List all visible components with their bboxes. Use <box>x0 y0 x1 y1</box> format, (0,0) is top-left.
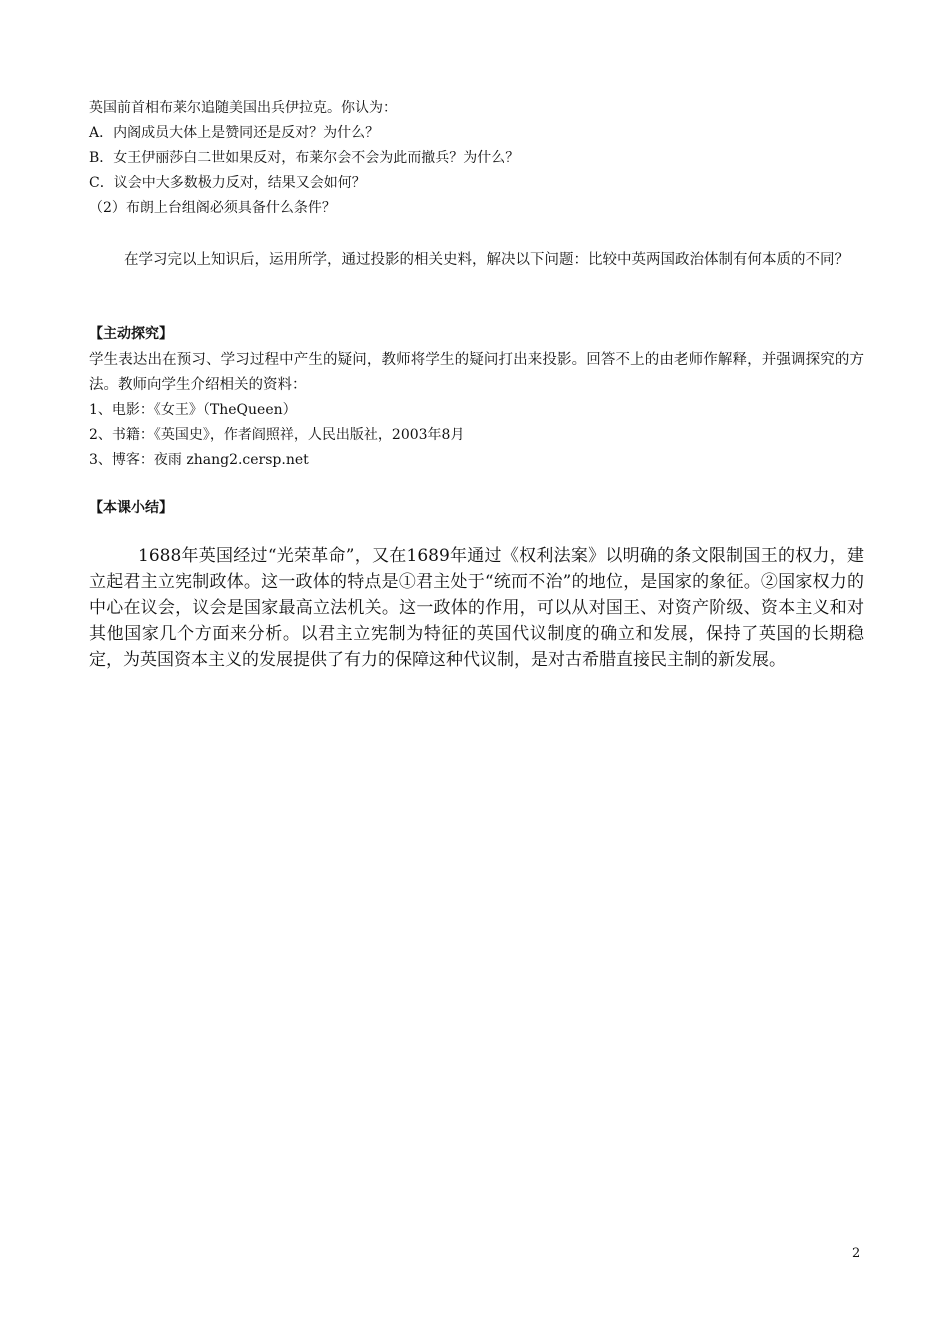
resource-item: 1、电影：《女王》（TheQueen） <box>89 402 297 418</box>
question-c: C．议会中大多数极力反对，结果又会如何？ <box>89 175 366 191</box>
question-2: （2）布朗上台组阁必须具备什么条件？ <box>89 200 336 216</box>
resource-item: 3、博客：夜雨 zhang2.cersp.net <box>89 452 309 468</box>
resource-item: 2、书籍：《英国史》，作者阎照祥，人民出版社，2003年8月 <box>89 427 465 443</box>
inquiry-heading: 【主动探究】 <box>89 326 173 342</box>
comparison-paragraph: 在学习完以上知识后，运用所学，通过投影的相关史料，解决以下问题：比较中英两国政治体制有何本质的不同？ <box>124 252 849 268</box>
page-number: 2 <box>852 1246 861 1261</box>
question-a: A．内阁成员大体上是赞同还是反对？为什么？ <box>89 125 380 141</box>
question-intro: 英国前首相布莱尔追随美国出兵伊拉克。你认为： <box>89 100 397 116</box>
summary-paragraph: 1688年英国经过“光荣革命”，又在1689年通过《权利法案》以明确的条文限制国王的权力，建立起君主立宪制政体。这一政体的特点是①君主处于“统而不治”的地位，是国家的象征。②国家权力的中心在议会，议会是国家最高立法机关。这一政体的作用，可以从对国王、对资产阶级、资本主义和对其他国家几个方面来分析。以君主立宪制为特征的英国代议制度的确立和发展，保持了英国的长期稳定，为英国资本主义的发展提供了有力的保障这种代议制，是对古希腊直接民主制的新发展。 <box>89 546 864 670</box>
inquiry-paragraph: 学生表达出在预习、学习过程中产生的疑问，教师将学生的疑问打出来投影。回答不上的由老师作解释，并强调探究的方法。教师向学生介绍相关的资料： <box>89 352 864 393</box>
question-b: B．女王伊丽莎白二世如果反对，布莱尔会不会为此而撤兵？为什么？ <box>89 150 520 166</box>
summary-heading: 【本课小结】 <box>89 500 173 516</box>
